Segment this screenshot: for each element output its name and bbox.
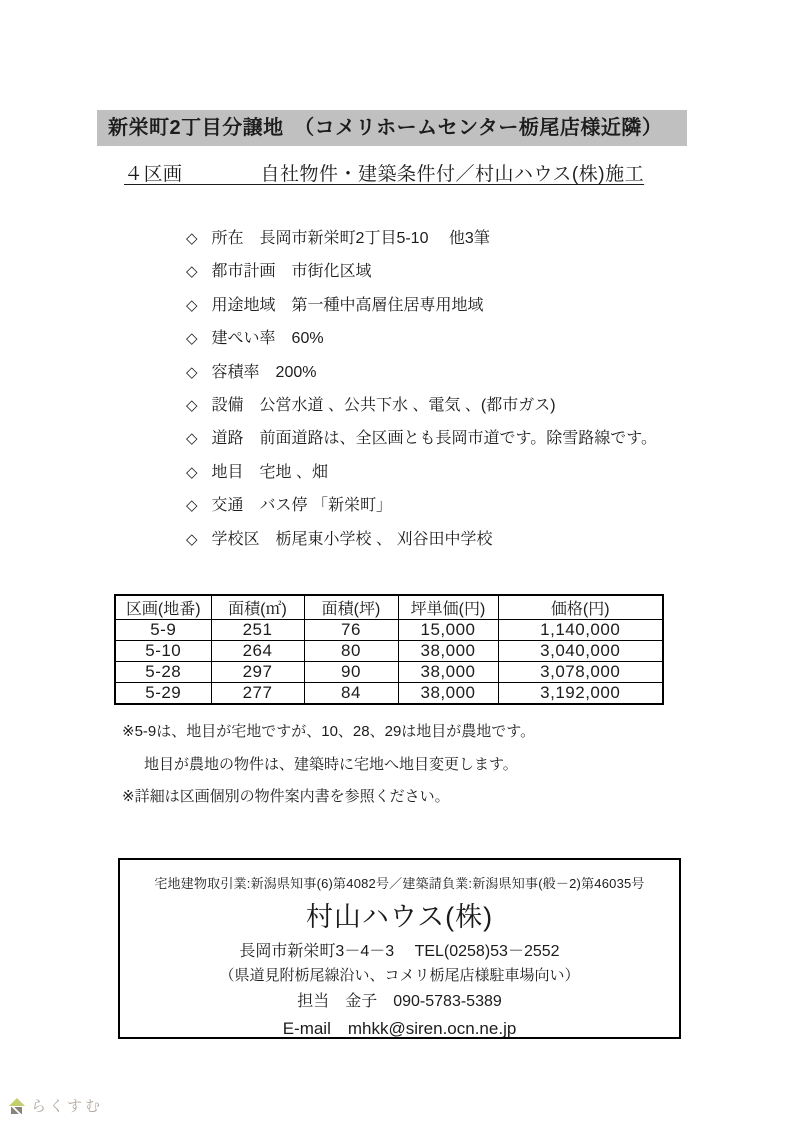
company-address-phone: 長岡市新栄町3－4－3 TEL(0258)53－2552 (239, 943, 560, 960)
cell-area-tsubo: 80 (304, 641, 398, 662)
feature-item-floor-ratio (186, 363, 657, 396)
cell-total-price: 3,078,000 (498, 662, 663, 683)
company-email: E-mail mhkk@siren.ocn.ne.jp (282, 1019, 517, 1038)
column-header-total-price: 価格(円) (498, 595, 663, 620)
footnotes (122, 722, 535, 820)
company-info-box (118, 858, 681, 1039)
feature-item-land-category (186, 463, 657, 496)
cell-unit-price: 38,000 (398, 662, 498, 683)
feature-item-transport (186, 496, 657, 529)
table-row (115, 641, 663, 662)
feature-item-utilities (186, 396, 657, 429)
feature-text: 都市計画 市街化区域 (211, 263, 372, 281)
company-name: 村山ハウス(株) (305, 902, 494, 932)
column-header-unit-price: 坪単価(円) (398, 595, 498, 620)
feature-item-location (186, 229, 657, 262)
lot-price-table (114, 594, 664, 705)
property-feature-list (186, 229, 657, 563)
diamond-bullet-icon: ◇ (186, 296, 198, 314)
cell-area-sqm: 297 (211, 662, 304, 683)
column-header-area-tsubo: 面積(坪) (304, 595, 398, 620)
cell-area-sqm: 277 (211, 683, 304, 705)
cell-total-price: 1,140,000 (498, 620, 663, 641)
diamond-bullet-icon: ◇ (186, 230, 198, 247)
cell-total-price: 3,040,000 (498, 641, 663, 662)
feature-item-city-planning (186, 262, 657, 295)
house-icon (9, 1098, 25, 1114)
feature-text: 設備 公営水道 、公共下水 、電気 、(都市ガス) (211, 396, 556, 414)
diamond-bullet-icon: ◇ (186, 396, 198, 414)
feature-text: 所在 長岡市新栄町2丁目5-10 他3筆 (211, 230, 490, 247)
column-header-lot-number: 区画(地番) (115, 595, 211, 620)
feature-text: 学校区 栃尾東小学校 、 刈谷田中学校 (211, 530, 493, 548)
feature-item-coverage-ratio (186, 329, 657, 362)
diamond-bullet-icon: ◇ (186, 263, 198, 281)
cell-lot-number: 5-29 (115, 683, 211, 705)
cell-unit-price: 38,000 (398, 683, 498, 705)
feature-item-road (186, 429, 657, 462)
watermark-label: らくすむ (31, 1098, 104, 1115)
rakusumu-watermark (9, 1095, 103, 1116)
company-license-numbers: 宅地建物取引業:新潟県知事(6)第4082号／建築請負業:新潟県知事(般－2)第46035号 (154, 876, 645, 891)
cell-area-tsubo: 76 (304, 620, 398, 641)
table-row (115, 662, 663, 683)
cell-unit-price: 15,000 (398, 620, 498, 641)
page-title: 新栄町2丁目分譲地 （コメリホームセンター栃尾店様近隣） (97, 110, 687, 146)
feature-item-zoning (186, 296, 657, 329)
diamond-bullet-icon: ◇ (186, 463, 198, 481)
cell-area-tsubo: 84 (304, 683, 398, 705)
table-row (115, 683, 663, 705)
footnote-land-category: ※5-9は、地目が宅地ですが、10、28、29は地目が農地です。 (122, 723, 536, 740)
table-header-row (115, 595, 663, 620)
cell-unit-price: 38,000 (398, 641, 498, 662)
feature-text: 交通 バス停 「新栄町」 (211, 497, 392, 515)
feature-text: 容積率 200% (211, 363, 317, 381)
table-row (115, 620, 663, 641)
feature-text: 地目 宅地 、畑 (211, 463, 328, 481)
cell-lot-number: 5-9 (115, 620, 211, 641)
cell-lot-number: 5-10 (115, 641, 211, 662)
cell-lot-number: 5-28 (115, 662, 211, 683)
cell-total-price: 3,192,000 (498, 683, 663, 705)
cell-area-sqm: 264 (211, 641, 304, 662)
page-subtitle: ４区画 自社物件・建築条件付／村山ハウス(株)施工 (124, 164, 645, 185)
feature-text: 道路 前面道路は、全区画とも長岡市道です。除雪路線です。 (211, 430, 657, 448)
feature-text: 建ぺい率 60% (211, 330, 324, 348)
diamond-bullet-icon: ◇ (186, 363, 198, 381)
diamond-bullet-icon: ◇ (186, 330, 198, 348)
diamond-bullet-icon: ◇ (186, 430, 198, 448)
footnote-land-conversion: 地目が農地の物件は、建築時に宅地へ地目変更します。 (144, 755, 518, 773)
company-contact-person: 担当 金子 090-5783-5389 (297, 993, 502, 1010)
house-base-shape (11, 1107, 22, 1114)
diamond-bullet-icon: ◇ (186, 530, 198, 548)
feature-item-school-district (186, 530, 657, 563)
cell-area-tsubo: 90 (304, 662, 398, 683)
cell-area-sqm: 251 (211, 620, 304, 641)
company-location-note: （県道見附栃尾線沿い、コメリ栃尾店様駐車場向い） (219, 967, 580, 984)
house-roof-shape (9, 1098, 25, 1106)
feature-text: 用途地域 第一種中高層住居専用地域 (211, 296, 484, 314)
footnote-see-details: ※詳細は区画個別の物件案内書を参照ください。 (122, 788, 450, 805)
diamond-bullet-icon: ◇ (186, 497, 198, 515)
column-header-area-sqm: 面積(㎡) (211, 595, 304, 620)
